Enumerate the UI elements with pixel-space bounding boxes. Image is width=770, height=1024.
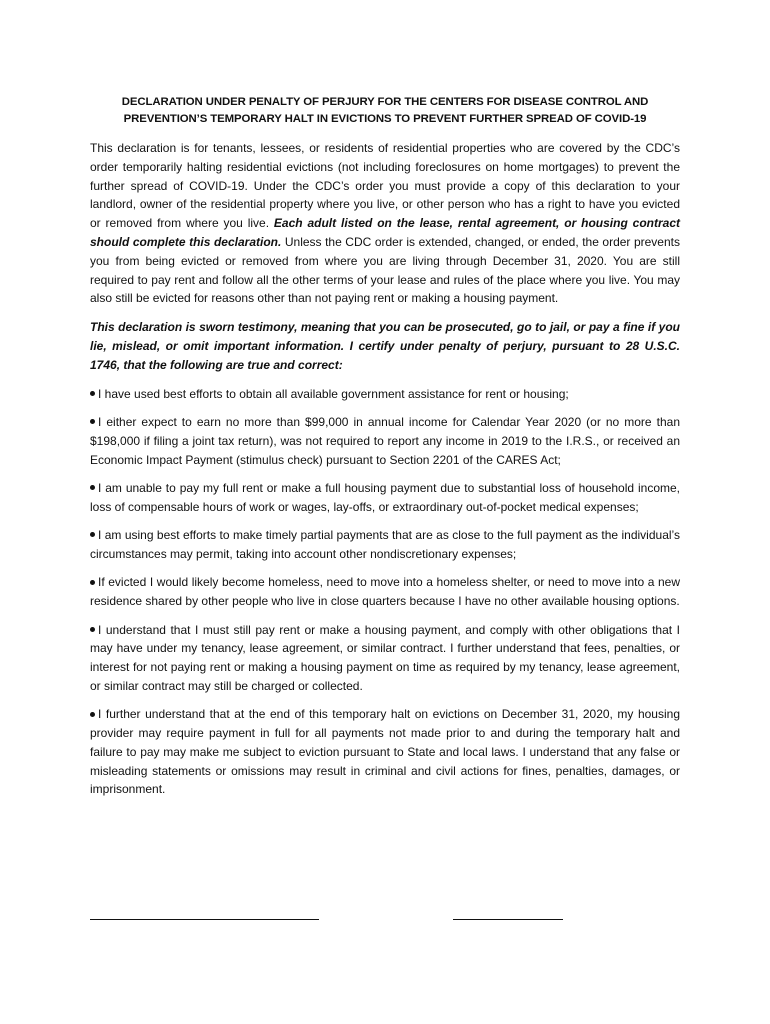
bullet-item-assistance (90, 385, 680, 404)
declaration-document (90, 94, 680, 809)
bullet-text: If evicted I would likely become homeless, need to move into a homeless shelter, or need to move into a new residence shared by other people who live in close quarters because I have no other available housing options. (90, 575, 680, 609)
bullet-item-end-of-halt (90, 705, 680, 799)
signature-line[interactable] (90, 919, 319, 920)
date-line[interactable] (453, 919, 563, 920)
bullet-icon (90, 712, 95, 717)
intro-text-2: Unless the CDC order is extended, changed, or ended, the order prevents you from being evicted or removed from where you are living through December 31, 2020. You are still required to pay rent and follow all the other terms of your lease and rules of the place where you live. You may also still be evicted for reasons other than not paying rent or making a housing payment. (90, 234, 680, 306)
bullet-item-unable-to-pay (90, 479, 680, 517)
intro-paragraph (90, 139, 680, 308)
bullet-icon (90, 580, 95, 585)
bullet-icon (90, 419, 95, 424)
bullet-text: I am using best efforts to make timely partial payments that are as close to the full payment as the individual’s circumstances may permit, taking into account other nondiscretionary expenses; (90, 528, 680, 561)
bullet-item-income (90, 413, 680, 469)
intro-emphasis: Each adult listed on the lease, rental agreement, or housing contract should complete this declaration. (90, 216, 680, 249)
bullet-text: I either expect to earn no more than $99,000 in annual income for Calendar Year 2020 (or no more than $198,000 if filing a joint tax return), was not required to report any income in 2019 to the I.R.S., or received an Economic Impact Payment (stimulus check) pursuant to Section 2201 of the CARES Act; (90, 414, 680, 467)
bullet-item-homeless (90, 573, 680, 611)
bullet-icon (90, 485, 95, 490)
bullet-text: I have used best efforts to obtain all available government assistance for rent or housing; (98, 386, 569, 401)
bullet-text: I further understand that at the end of this temporary halt on evictions on December 31, 2020, my housing provider may require payment in full for all payments not made prior to and during the temporary halt and failure to pay may make me subject to eviction pursuant to State and local laws. I understand that any false or misleading statements or omissions may result in criminal and civil actions for fines, penalties, damages, or imprisonment. (90, 707, 680, 797)
sworn-statement: This declaration is sworn testimony, meaning that you can be prosecuted, go to jail, or pay a fine if you lie, mislead, or omit important information. I certify under penalty of perjury, pursuant to 28 U.S.C. 1746, that the following are true and correct: (90, 320, 680, 372)
title-line-1: DECLARATION UNDER PENALTY OF PERJURY FOR THE CENTERS FOR DISEASE CONTROL AND (121, 96, 649, 108)
bullet-icon (90, 391, 95, 396)
bullet-icon (90, 627, 95, 632)
bullet-item-obligations (90, 621, 680, 696)
bullet-text: I understand that I must still pay rent or make a housing payment, and comply with other obligations that I may have under my tenancy, lease agreement, or similar contract. I further understand that fees, penalties, or interest for not paying rent or making a housing payment on time as required by my tenancy, lease agreement, or similar contract may still be charged or collected. (90, 622, 680, 693)
document-title (90, 94, 680, 128)
bullet-icon (90, 532, 95, 537)
bullet-text: I am unable to pay my full rent or make a full housing payment due to substantial loss of household income, loss of compensable hours of work or wages, lay-offs, or extraordinary out-of-pocket medical expenses; (90, 480, 680, 514)
title-line-2: PREVENTION’S TEMPORARY HALT IN EVICTIONS TO PREVENT FURTHER SPREAD OF COVID-19 (123, 113, 647, 125)
intro-text-1: This declaration is for tenants, lessees, or residents of residential properties who are covered by the CDC’s order temporarily halting residential evictions (not including foreclosures on home mortgages) to prevent the further spread of COVID-19. Under the CDC’s order you must provide a copy of this declaration to your landlord, owner of the residential property where you live, or other person who has a right to have you evicted or removed from where you live. (90, 141, 680, 231)
bullet-item-partial-payments (90, 526, 680, 564)
